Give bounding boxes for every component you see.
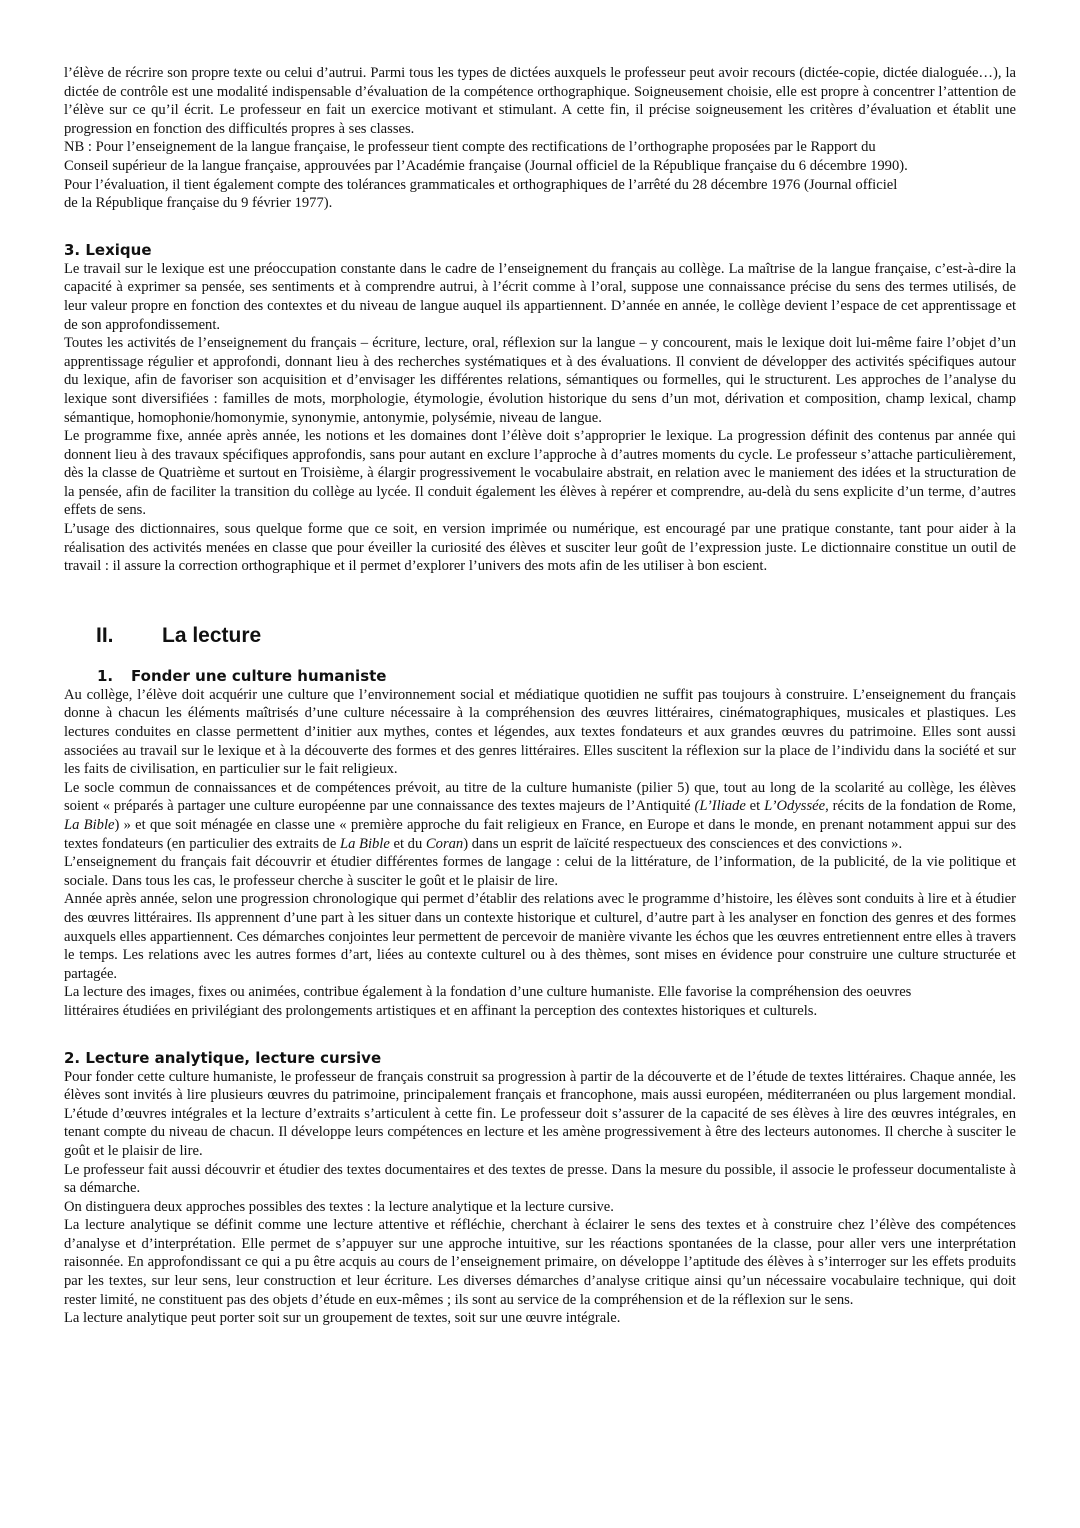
lecture-analytique-paragraph: Pour fonder cette culture humaniste, le professeur de français construit sa progression à partir de la découverte et de l’étude de textes littéraires. Chaque année, les élèves sont invités à lire plusieurs œuvres du patrimoine, principalement français et francophone, mais aussi européen, méditerranéen ou plus largement mondial. L’étude d’œuvres intégrales et la lecture d’extraits s’articulent à cette fin. Le professeur doit s’assurer de la capacité de ses élèves à lire des œuvres intégrales, en tenant compte du niveau de chacun. Il développe leurs compétences en lecture et les amène progressivement à être des lecteurs autonomes. Il cherche à susciter le goût et le plaisir de lire. [64, 1068, 1016, 1159]
culture-line: littéraires étudiées en privilégiant des prolongements artistiques et en affinant la perception des contextes historiques et culturels. [64, 1002, 818, 1019]
nb-line: Conseil supérieur de la langue française, approuvées par l’Académie française (Journal officiel de la République française du 6 décembre 1990). [64, 157, 908, 174]
text-run: ) dans un esprit de laïcité respectueux des consciences et des convictions ». [463, 835, 903, 852]
lecture-analytique-paragraph: La lecture analytique peut porter soit sur un groupement de textes, soit sur une œuvre intégrale. [64, 1310, 621, 1327]
nb-line: de la République française du 9 février 1977). [64, 195, 333, 212]
italic-title-iliade: (L’Iliade [694, 798, 746, 815]
lecture-analytique-paragraph: On distinguera deux approches possibles des textes : la lecture analytique et la lecture cursive. [64, 1198, 614, 1215]
text-run: et du [389, 835, 426, 852]
culture-humaniste-number: 1. [97, 666, 114, 685]
culture-paragraph: Année après année, selon une progression chronologique qui permet d’établir des relations avec le programme d’histoire, les élèves sont conduits à lire et à étudier des œuvres littéraires. Ils apprennent d’une part à les situer dans un contexte historique et culturel, d’autre part à les analyser en fonction des genres et des formes auxquels elles appartiennent. Ces démarches conjointes leur permettent de percevoir de manière vivante les échos que les œuvres entretiennent entre elles à travers le temps. Les relations avec les autres formes d’art, liées au contexte culturel ou à des thèmes, sont mises en évidence pour construire une culture structurée et partagée. [64, 891, 1016, 982]
italic-title-coran: Coran [425, 835, 464, 852]
text-run: ) » et que soit ménagée en classe une « première approche du fait religieux en France, en Europe et dans le monde, en prenant notamment appui sur des textes fondateurs (en particulier des extraits de [64, 817, 1016, 852]
lecture-analytique-heading: 2. Lecture analytique, lecture cursive [64, 1048, 382, 1067]
lecture-analytique-paragraph: La lecture analytique se définit comme une lecture attentive et réfléchie, cherchant à éclairer le sens des textes et à construire chez l’élève des compétences d’analyse et d’interprétation. Elle permet de s’appuyer sur une approche intuitive, sur les réactions spontanées de la classe, pour aller vers une interprétation raisonnée. En approfondissant ce qui a pu être acquis au cours de l’enseignement primaire, on développe l’aptitude des élèves à s’interroger sur les effets produits par les textes, sur leur sens, leur construction et leur écriture. Les diverses démarches d’analyse critique ainsi qu’un nécessaire vocabulaire technique, qui doit rester limité, ne constituent pas des objets d’étude en eux-mêmes ; ils sont au service de la compréhension et de la réflexion sur le sens. [64, 1217, 1016, 1308]
document-page [64, 64, 1016, 1328]
socle-commun-paragraph [64, 779, 1016, 853]
lecture-analytique-paragraph: Le professeur fait aussi découvrir et étudier des textes documentaires et des textes de presse. Dans la mesure du possible, il associe le professeur documentaliste à sa démarche. [64, 1161, 1016, 1197]
italic-title-bible: La Bible [64, 817, 115, 833]
lexique-paragraph: Le travail sur le lexique est une préoccupation constante dans le cadre de l’enseignement du français au collège. La maîtrise de la langue française, c’est-à-dire la capacité à exprimer sa pensée, ses sentiments et à comprendre autrui, à l’écrit comme à l’oral, suppose une connaissance précise du sens des termes utilisés, de leur valeur propre en fonction des contextes et du niveau de langue auquel ils appartiennent. D’année en année, le collège devient l’espace de cet apprentissage et de son approfondissement. [64, 260, 1016, 333]
culture-humaniste-title: Fonder une culture humaniste [131, 666, 387, 685]
culture-paragraph: L’enseignement du français fait découvrir et étudier différentes formes de langage : celui de la littérature, de l’information, de la publicité, de la vie politique et sociale. Dans tous les cas, le professeur cherche à susciter le goût et le plaisir de lire. [64, 854, 1016, 889]
culture-humaniste-heading [64, 667, 1016, 686]
intro-paragraph: l’élève de récrire son propre texte ou celui d’autrui. Parmi tous les types de dictées auxquels le professeur peut avoir recours (dictée-copie, dictée dialoguée…), la dictée de contrôle est une modalité indispensable d’évaluation de la compétence orthographique. Soigneusement choisie, elle est propre à concentrer l’attention de l’élève sur ce qu’il écrit. Le professeur en fait un exercice motivant et stimulant. A cette fin, il précise soigneusement les critères d’évaluation et établit une progression en fonction des difficultés propres à ses classes. [64, 65, 1016, 137]
lexique-paragraph: Le programme fixe, année après année, les notions et les domaines dont l’élève doit s’approprier le lexique. La progression définit des contenus par année qui donnent lieu à des travaux spécifiques approfondis, sans pour autant en exclure l’approche à d’autres moments du cycle. Le professeur s’attache particulièrement, dès la classe de Quatrième et surtout en Troisième, à élargir progressivement le vocabulaire abstrait, en relation avec le maniement des idées et la structuration de la pensée, afin de faciliter la transition du collège au lycée. Il conduit également les élèves à repérer et comprendre, au-delà du sens explicite d’un terme, d’autres effets de sens. [64, 428, 1016, 519]
lexique-paragraph: Toutes les activités de l’enseignement du français – écriture, lecture, oral, réflexion sur la langue – y concourent, mais le lexique doit lui-même faire l’objet d’un apprentissage régulier et approfondi, donnant lieu à des recherches systématiques et à des évaluations. Il convient de développer des activités spécifiques autour du lexique, afin de favoriser son acquisition et d’envisager les différentes relations, sémantiques ou formelles, qui le structurent. Les approches de l’analyse du lexique sont diversifiées : familles de mots, morphologie, étymologie, évolution historique du sens d’un mot, dérivation et composition, champ lexical, champ sémantique, homophonie/homonymie, synonymie, antonymie, polysémie, niveau de langue. [64, 335, 1016, 426]
culture-line: La lecture des images, fixes ou animées, contribue également à la fondation d’une culture humaniste. Elle favorise la compréhension des oeuvres [64, 984, 912, 1001]
nb-line: NB : Pour l’enseignement de la langue française, le professeur tient compte des rectifications de l’orthographe proposées par le Rapport du [64, 139, 876, 156]
italic-title-odyssee: L’Odyssée [764, 798, 826, 815]
culture-paragraph: Au collège, l’élève doit acquérir une culture que l’environnement social et médiatique quotidien ne suffit pas toujours à construire. L’enseignement du français donne à chacun les éléments maîtrisés d’une culture nécessaire à la compréhension des œuvres littéraires, cinématographiques, musicales et plastiques. Les lectures conduites en classe permettent d’initier aux mythes, contes et légendes, aux textes fondateurs et aux grandes œuvres du patrimoine. Elles sont aussi associées au travail sur le lexique et à la découverte des formes et des genres littéraires. Elles suscitent la réflexion sur la place de l’individu dans la société et sur les faits de civilisation, en particulier sur le fait religieux. [64, 686, 1016, 778]
text-run: et [745, 798, 765, 815]
text-run: , récits de la fondation de Rome, [825, 798, 1016, 815]
lexique-heading: 3. Lexique [64, 240, 152, 259]
lecture-section-title: La lecture [162, 623, 262, 647]
lecture-section-number: II. [96, 623, 114, 647]
nb-line: Pour l’évaluation, il tient également compte des tolérances grammaticales et orthographiques de l’arrêté du 28 décembre 1976 (Journal officiel [64, 176, 898, 193]
lecture-section-heading [64, 623, 1016, 649]
text-run: Le socle commun de connaissances et de compétences prévoit, au titre de la culture humaniste (pilier 5) que, tout au long de la scolarité au collège, les élèves soient « préparés à partager une culture européenne par une connaissance des textes majeurs de l’Antiquité [64, 779, 1016, 815]
lexique-paragraph: L’usage des dictionnaires, sous quelque forme que ce soit, en version imprimée ou numérique, est encouragé par une pratique constante, tant pour aider à la réalisation des activités menées en classe que pour éveiller la curiosité des élèves et susciter leur goût de l’expression juste. Le dictionnaire constitue un outil de travail : il assure la correction orthographique et il permet d’explorer l’univers des mots afin de les utiliser à bon escient. [64, 521, 1016, 575]
italic-title-bible: La Bible [339, 835, 390, 852]
